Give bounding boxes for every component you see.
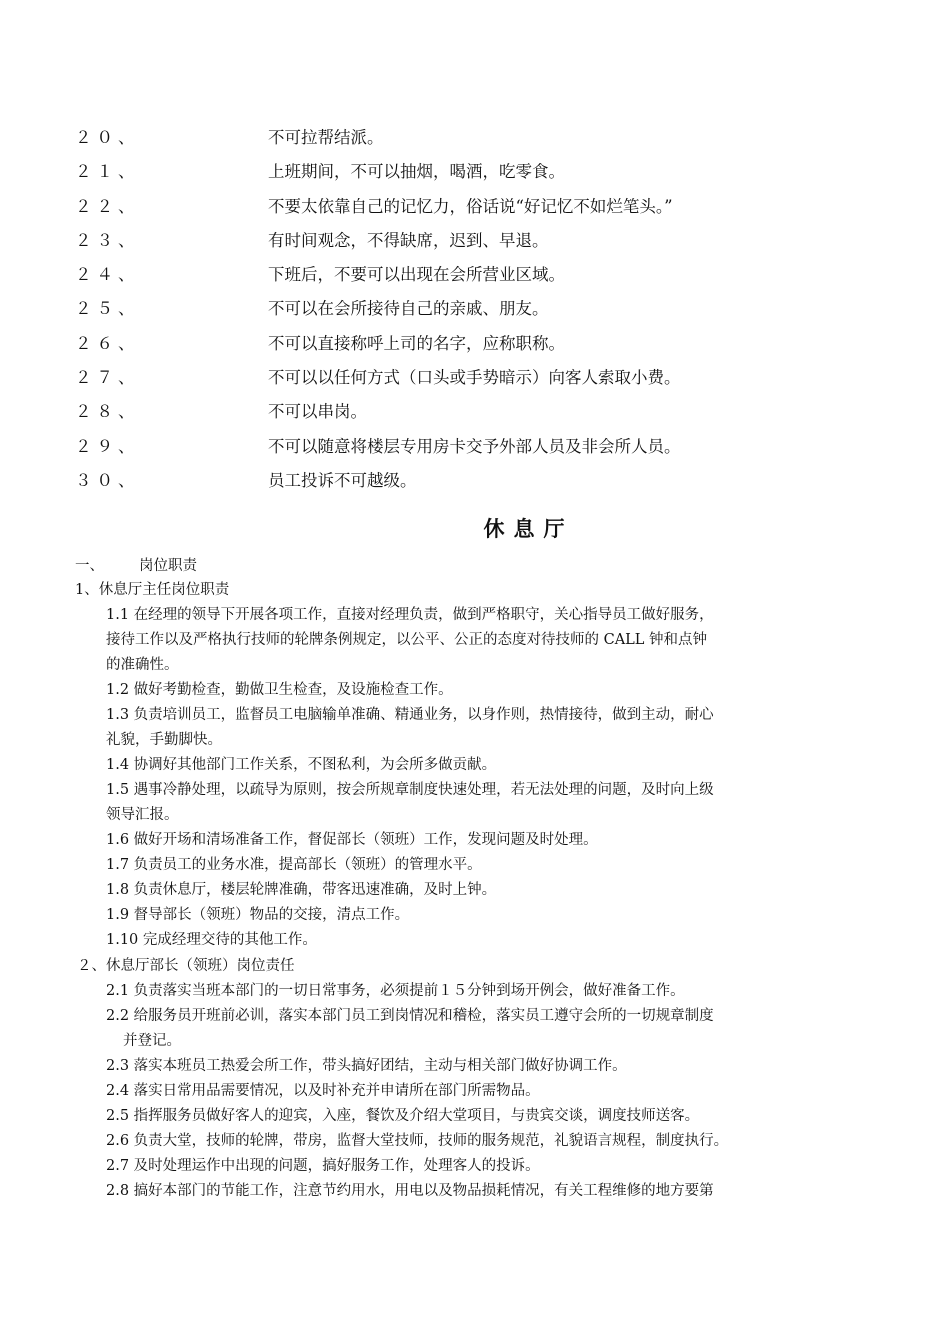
rule-number: ３０、 bbox=[75, 470, 140, 490]
duty-line: 1.4 协调好其他部门工作关系，不图私利，为会所多做贡献。 bbox=[106, 757, 497, 773]
rule-number: ２９、 bbox=[75, 436, 140, 456]
rule-text: 不可拉帮结派。 bbox=[268, 128, 384, 147]
duty-item bbox=[106, 778, 806, 828]
rule-text: 不要太依靠自己的记忆力，俗话说“好记忆不如烂笔头。” bbox=[268, 196, 673, 216]
duty-item bbox=[106, 703, 806, 753]
duty-item bbox=[106, 1079, 806, 1104]
rule-item bbox=[75, 398, 895, 432]
rule-item bbox=[75, 227, 895, 261]
rule-text: 有时间观念，不得缺席，迟到、早退。 bbox=[268, 230, 549, 250]
duty-item bbox=[106, 828, 806, 853]
duty-line: 1.1 在经理的领导下开展各项工作，直接对经理负责，做到严格职守，关心指导员工做好服务， bbox=[106, 607, 714, 623]
subsection-heading: 1、休息厅主任岗位职责 bbox=[75, 582, 230, 598]
duties-outline bbox=[75, 555, 835, 1204]
duty-line: 2.6 负责大堂，技师的轮牌，带房，监督大堂技师，技师的服务规范，礼貌语言规程，制度执行。 bbox=[106, 1133, 729, 1149]
duty-line: 并登记。 bbox=[123, 1033, 181, 1049]
duty-line: 领导汇报。 bbox=[106, 807, 179, 823]
duty-line: 的准确性。 bbox=[106, 657, 179, 673]
rule-text: 不可以随意将楼层专用房卡交予外部人员及非会所人员。 bbox=[268, 436, 681, 456]
subsection-heading: ２、休息厅部长（领班）岗位责任 bbox=[77, 958, 295, 974]
rule-item bbox=[75, 364, 895, 398]
rule-number: ２６、 bbox=[75, 333, 140, 353]
rule-number: ２１、 bbox=[75, 162, 140, 182]
rule-item bbox=[75, 158, 895, 192]
rule-number: ２５、 bbox=[75, 299, 140, 319]
duty-line: 1.10 完成经理交待的其他工作。 bbox=[106, 932, 317, 948]
duty-line: 2.1 负责落实当班本部门的一切日常事务，必须提前１５分钟到场开例会，做好准备工作。 bbox=[106, 983, 685, 999]
rule-number: ２０、 bbox=[75, 128, 140, 147]
rule-text: 上班期间，不可以抽烟，喝酒，吃零食。 bbox=[268, 162, 565, 182]
duty-line: 1.9 督导部长（领班）物品的交接，清点工作。 bbox=[106, 907, 410, 923]
rule-item bbox=[75, 124, 895, 158]
rule-item bbox=[75, 295, 895, 329]
duty-line: 1.2 做好考勤检查，勤做卫生检查，及设施检查工作。 bbox=[106, 682, 453, 698]
duty-line: 1.8 负责休息厅，楼层轮牌准确，带客迅速准确，及时上钟。 bbox=[106, 882, 497, 898]
rule-number: ２２、 bbox=[75, 196, 140, 216]
section-title: 休息厅 bbox=[483, 516, 574, 541]
part-heading bbox=[75, 555, 835, 577]
rule-number: ２３、 bbox=[75, 230, 140, 250]
duty-item bbox=[106, 1054, 806, 1079]
duty-item bbox=[106, 753, 806, 778]
rule-item bbox=[75, 433, 895, 467]
duty-item bbox=[106, 1129, 826, 1154]
rule-text: 不可以以任何方式（口头或手势暗示）向客人索取小费。 bbox=[268, 368, 681, 388]
rule-text: 不可以在会所接待自己的亲戚、朋友。 bbox=[268, 299, 549, 319]
duty-line: 1.7 负责员工的业务水准，提高部长（领班）的管理水平。 bbox=[106, 857, 482, 873]
duty-line: 2.4 落实日常用品需要情况，以及时补充并申请所在部门所需物品。 bbox=[106, 1083, 540, 1099]
rule-text: 下班后，不要可以出现在会所营业区域。 bbox=[268, 265, 565, 285]
rule-item bbox=[75, 467, 895, 501]
duty-line: 1.3 负责培训员工，监督员工电脑输单准确、精通业务，以身作则，热情接待，做到主动，耐心 bbox=[106, 707, 714, 723]
duty-item bbox=[106, 903, 806, 928]
duty-line: 2.5 指挥服务员做好客人的迎宾，入座，餐饮及介绍大堂项目，与贵宾交谈，调度技师送客。 bbox=[106, 1108, 700, 1124]
rule-text: 不可以串岗。 bbox=[268, 402, 367, 422]
duty-line: 2.7 及时处理运作中出现的问题，搞好服务工作，处理客人的投诉。 bbox=[106, 1158, 540, 1174]
duty-line: 礼貌，手勤脚快。 bbox=[106, 732, 222, 748]
duty-line: 1.6 做好开场和清场准备工作，督促部长（领班）工作，发现问题及时处理。 bbox=[106, 832, 598, 848]
rule-item bbox=[75, 193, 895, 227]
duty-line: 2.8 搞好本部门的节能工作，注意节约用水，用电以及物品损耗情况，有关工程维修的地方要第 bbox=[106, 1183, 714, 1199]
rule-text: 员工投诉不可越级。 bbox=[268, 470, 417, 490]
duty-line: 1.5 遇事冷静处理，以疏导为原则，按会所规章制度快速处理，若无法处理的问题，及时向上级 bbox=[106, 782, 714, 798]
duty-item bbox=[106, 678, 806, 703]
rule-list bbox=[75, 124, 895, 501]
duty-item bbox=[106, 1154, 806, 1179]
duty-line: 接待工作以及严格执行技师的轮牌条例规定，以公平、公正的态度对待技师的 CALL 钟和点钟 bbox=[106, 632, 708, 648]
duty-item bbox=[106, 1004, 806, 1054]
duty-line: 2.3 落实本班员工热爱会所工作，带头搞好团结，主动与相关部门做好协调工作。 bbox=[106, 1058, 627, 1074]
part-title: 岗位职责 bbox=[139, 558, 197, 574]
rule-number: ２７、 bbox=[75, 368, 140, 388]
rule-text: 不可以直接称呼上司的名字，应称职称。 bbox=[268, 333, 565, 353]
duty-item bbox=[106, 1179, 806, 1204]
duty-line: 2.2 给服务员开班前必训，落实本部门员工到岗情况和稽检，落实员工遵守会所的一切规章制度 bbox=[106, 1008, 714, 1024]
rule-item bbox=[75, 261, 895, 295]
rule-item bbox=[75, 330, 895, 364]
duty-item bbox=[106, 853, 806, 878]
rule-number: ２４、 bbox=[75, 265, 140, 285]
duty-item bbox=[106, 928, 806, 953]
rule-number: ２８、 bbox=[75, 402, 140, 422]
part-number: 一、 bbox=[75, 558, 104, 574]
duty-item bbox=[106, 1104, 806, 1129]
duty-item bbox=[106, 603, 806, 678]
duty-item bbox=[106, 979, 806, 1004]
duty-item bbox=[106, 878, 806, 903]
